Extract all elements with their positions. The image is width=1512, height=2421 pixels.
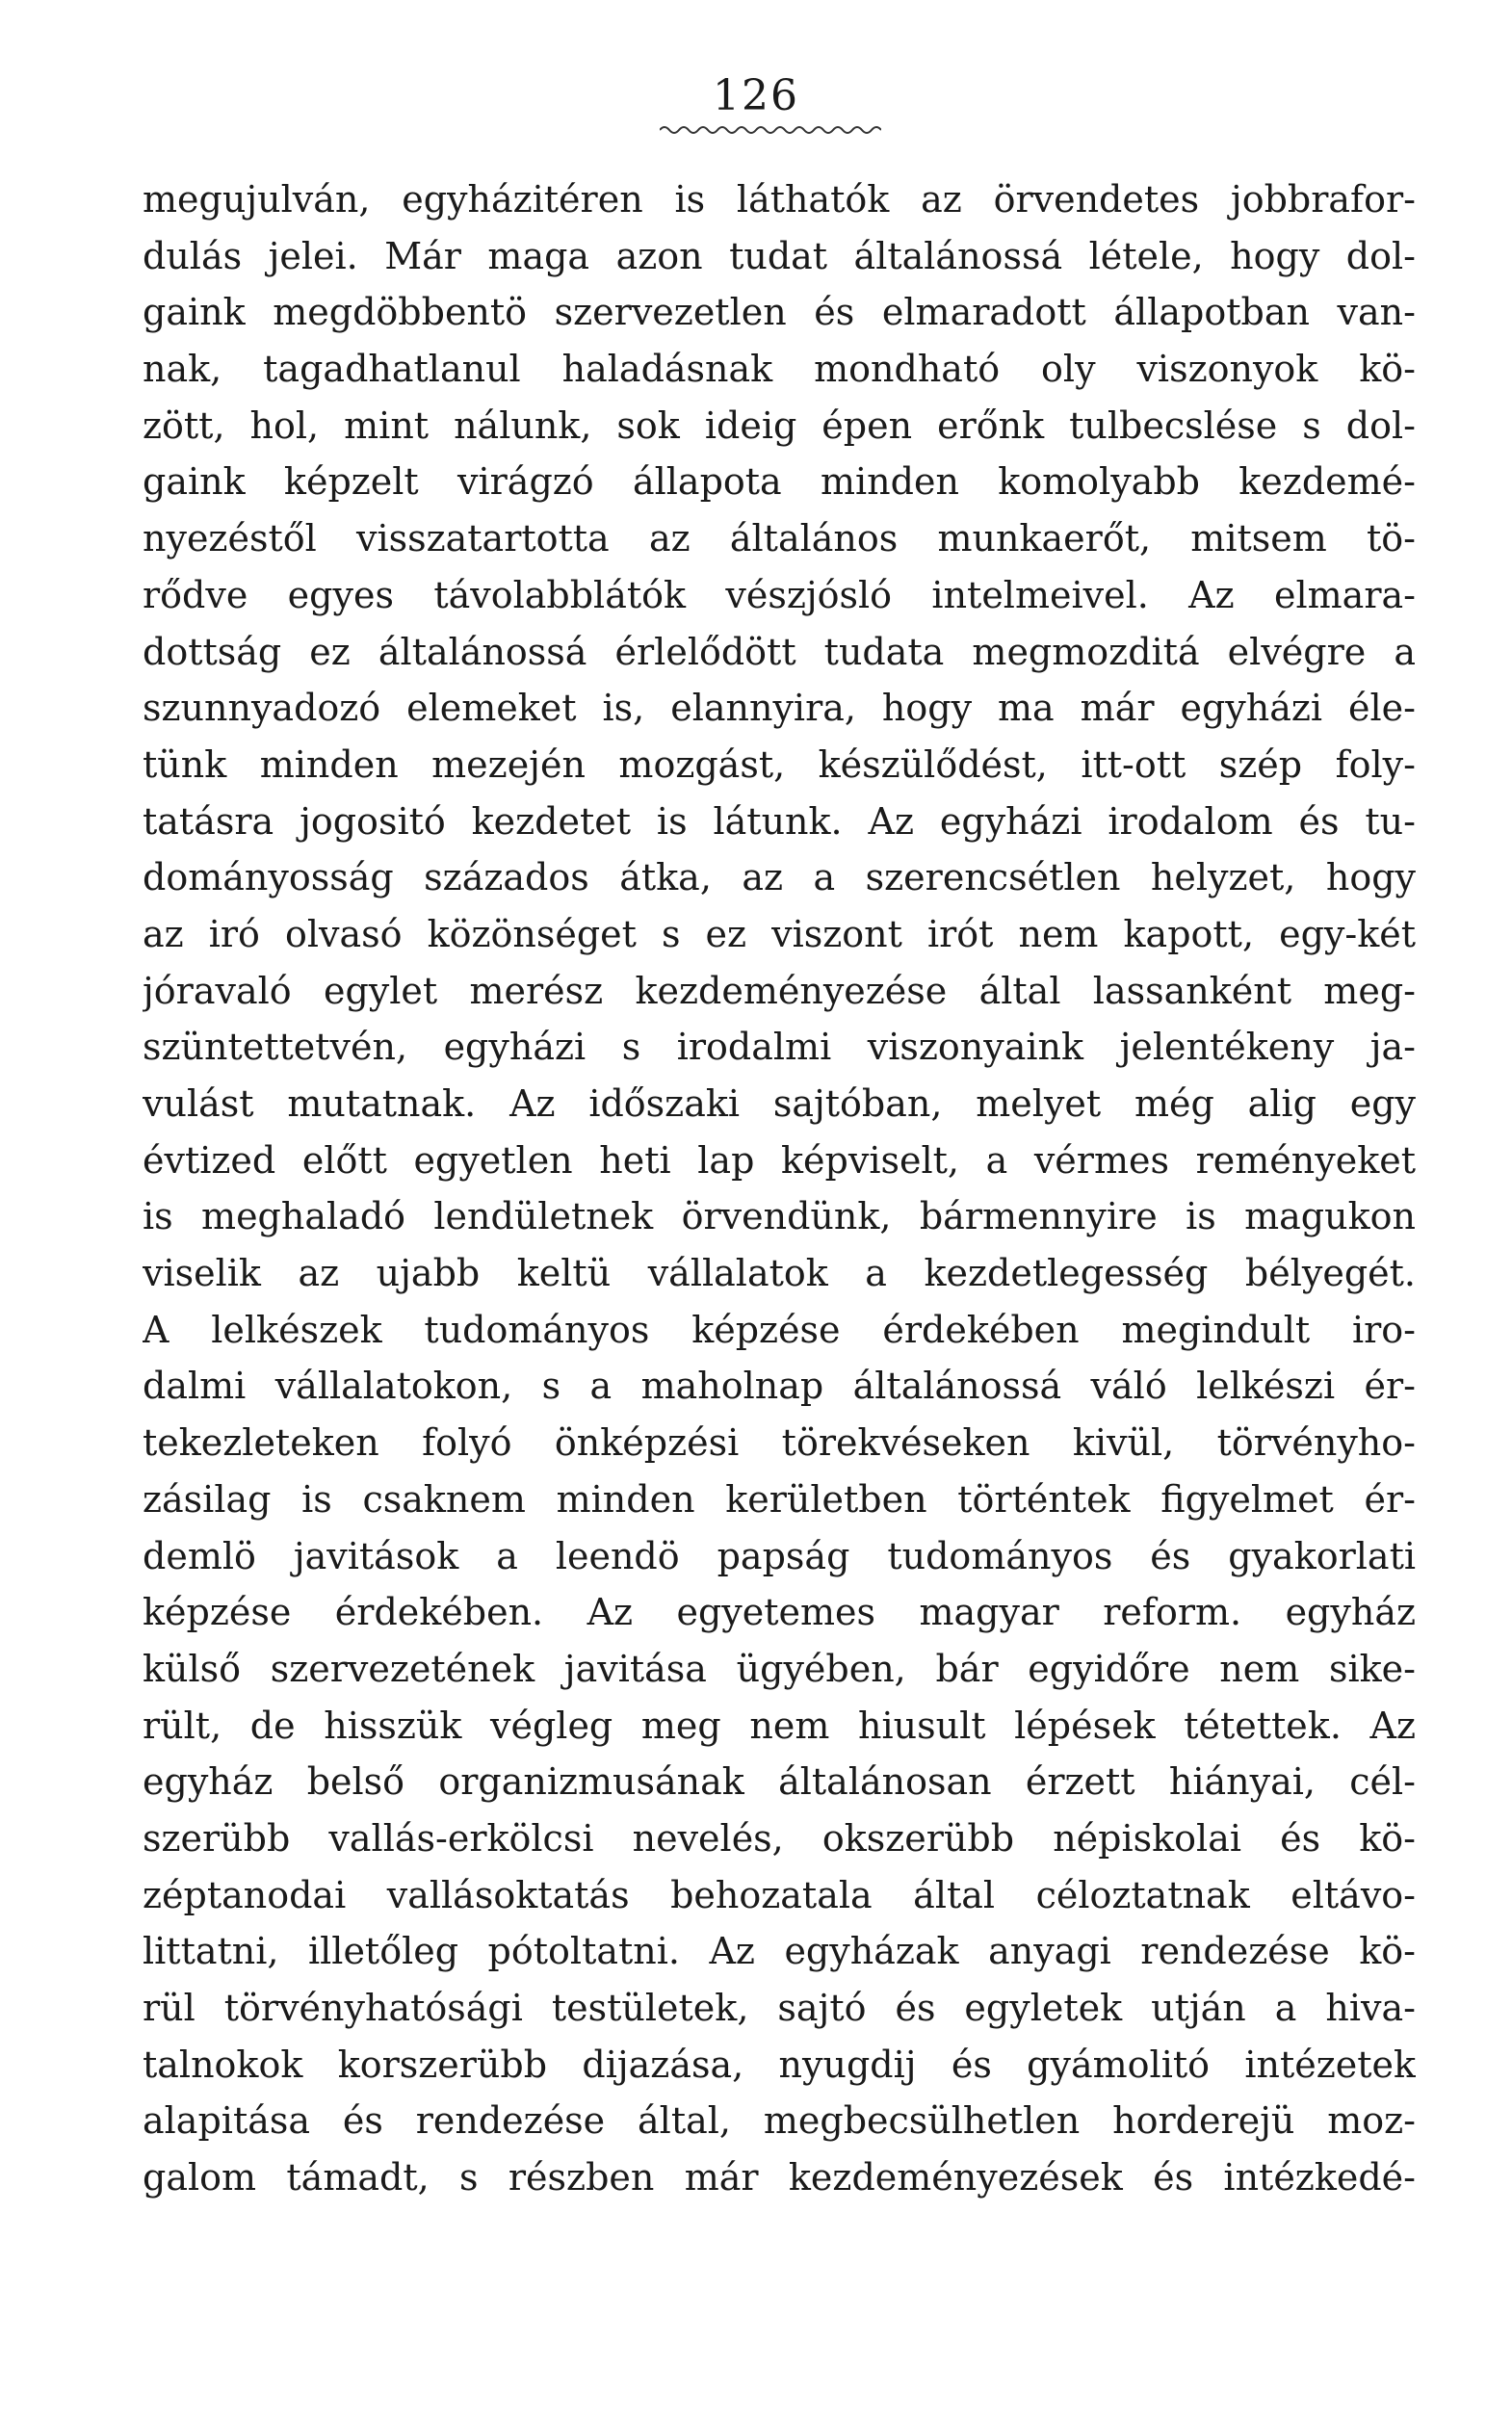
- text-line: viselik az ujabb keltü vállalatok a kezdetlegesség bélyegét.: [143, 1252, 1416, 1295]
- text-line: szüntettetvén, egyházi s irodalmi viszonyaink jelentékeny ja-: [143, 1026, 1416, 1069]
- text-line: is meghaladó lendületnek örvendünk, bármennyire is magukon: [143, 1195, 1416, 1238]
- text-line: rült, de hisszük végleg meg nem hiusult lépések tétettek. Az: [143, 1704, 1416, 1747]
- text-line: dottság ez általánossá érlelődött tudata megmozditá elvégre a: [143, 630, 1416, 673]
- text-line: gaink képzelt virágzó állapota minden komolyabb kezdemé-: [143, 460, 1416, 504]
- text-line: megujulván, egyházitéren is láthatók az örvendetes jobbrafor-: [143, 178, 1416, 221]
- text-line: alapitása és rendezése által, megbecsülhetlen horderejü moz-: [143, 2099, 1416, 2143]
- text-line: gaink megdöbbentö szervezetlen és elmaradott állapotban van-: [143, 291, 1416, 334]
- text-line: képzése érdekében. Az egyetemes magyar reform. egyház: [143, 1591, 1416, 1634]
- text-line: szerübb vallás-erkölcsi nevelés, okszerübb népiskolai és kö-: [143, 1816, 1416, 1860]
- text-line: vulást mutatnak. Az időszaki sajtóban, melyet még alig egy: [143, 1082, 1416, 1125]
- text-body: [143, 171, 1416, 2206]
- text-line: jóravaló egylet merész kezdeményezése által lassanként meg-: [143, 969, 1416, 1012]
- text-line: az iró olvasó közönséget s ez viszont irót nem kapott, egy-két: [143, 912, 1416, 955]
- text-line: tatásra jogositó kezdetet is látunk. Az egyházi irodalom és tu-: [143, 799, 1416, 843]
- text-line: rődve egyes távolabblátók vészjósló intelmeivel. Az elmara-: [143, 573, 1416, 616]
- text-line: dalmi vállalatokon, s a maholnap általánossá váló lelkészi ér-: [143, 1365, 1416, 1408]
- text-line: tekezleteken folyó önképzési törekvéseken kivül, törvényho-: [143, 1421, 1416, 1465]
- text-line: galom támadt, s részben már kezdeményezések és intézkedé-: [143, 2156, 1416, 2200]
- text-line: littatni, illetőleg pótoltatni. Az egyházak anyagi rendezése kö-: [143, 1930, 1416, 1973]
- text-line: rül törvényhatósági testületek, sajtó és egyletek utján a hiva-: [143, 1987, 1416, 2029]
- text-line: A lelkészek tudományos képzése érdekében megindult iro-: [143, 1308, 1416, 1351]
- text-line: külső szervezetének javitása ügyében, bár egyidőre nem sike-: [143, 1647, 1416, 1690]
- page-number: 126: [713, 71, 799, 120]
- text-line: dulás jelei. Már maga azon tudat általánossá létele, hogy dol-: [143, 234, 1416, 277]
- text-line: nak, tagadhatlanul haladásnak mondható oly viszonyok kö-: [143, 348, 1416, 391]
- text-line: talnokok korszerübb dijazása, nyugdij és gyámolitó intézetek: [143, 2043, 1416, 2086]
- text-line: tünk minden mezején mozgást, készülődést, itt-ott szép foly-: [143, 742, 1416, 786]
- wavy-ornament-icon: [660, 123, 881, 137]
- text-line: dományosság százados átka, az a szerencsétlen helyzet, hogy: [143, 856, 1416, 899]
- text-line: demlö javitások a leendö papság tudományos és gyakorlati: [143, 1534, 1416, 1577]
- text-line: évtized előtt egyetlen heti lap képviselt, a vérmes reményeket: [143, 1138, 1416, 1182]
- text-line: zéptanodai vallásoktatás behozatala által céloztatnak eltávo-: [143, 1873, 1416, 1916]
- text-line: nyezéstől visszatartotta az általános munkaerőt, mitsem tö-: [143, 517, 1416, 560]
- text-line: szunnyadozó elemeket is, elannyira, hogy ma már egyházi éle-: [143, 687, 1416, 730]
- text-line: zött, hol, mint nálunk, sok ideig épen erőnk tulbecslése s dol-: [143, 404, 1416, 447]
- text-line: egyház belső organizmusának általánosan érzett hiányai, cél-: [143, 1760, 1416, 1804]
- text-line: zásilag is csaknem minden kerületben történtek figyelmet ér-: [143, 1477, 1416, 1521]
